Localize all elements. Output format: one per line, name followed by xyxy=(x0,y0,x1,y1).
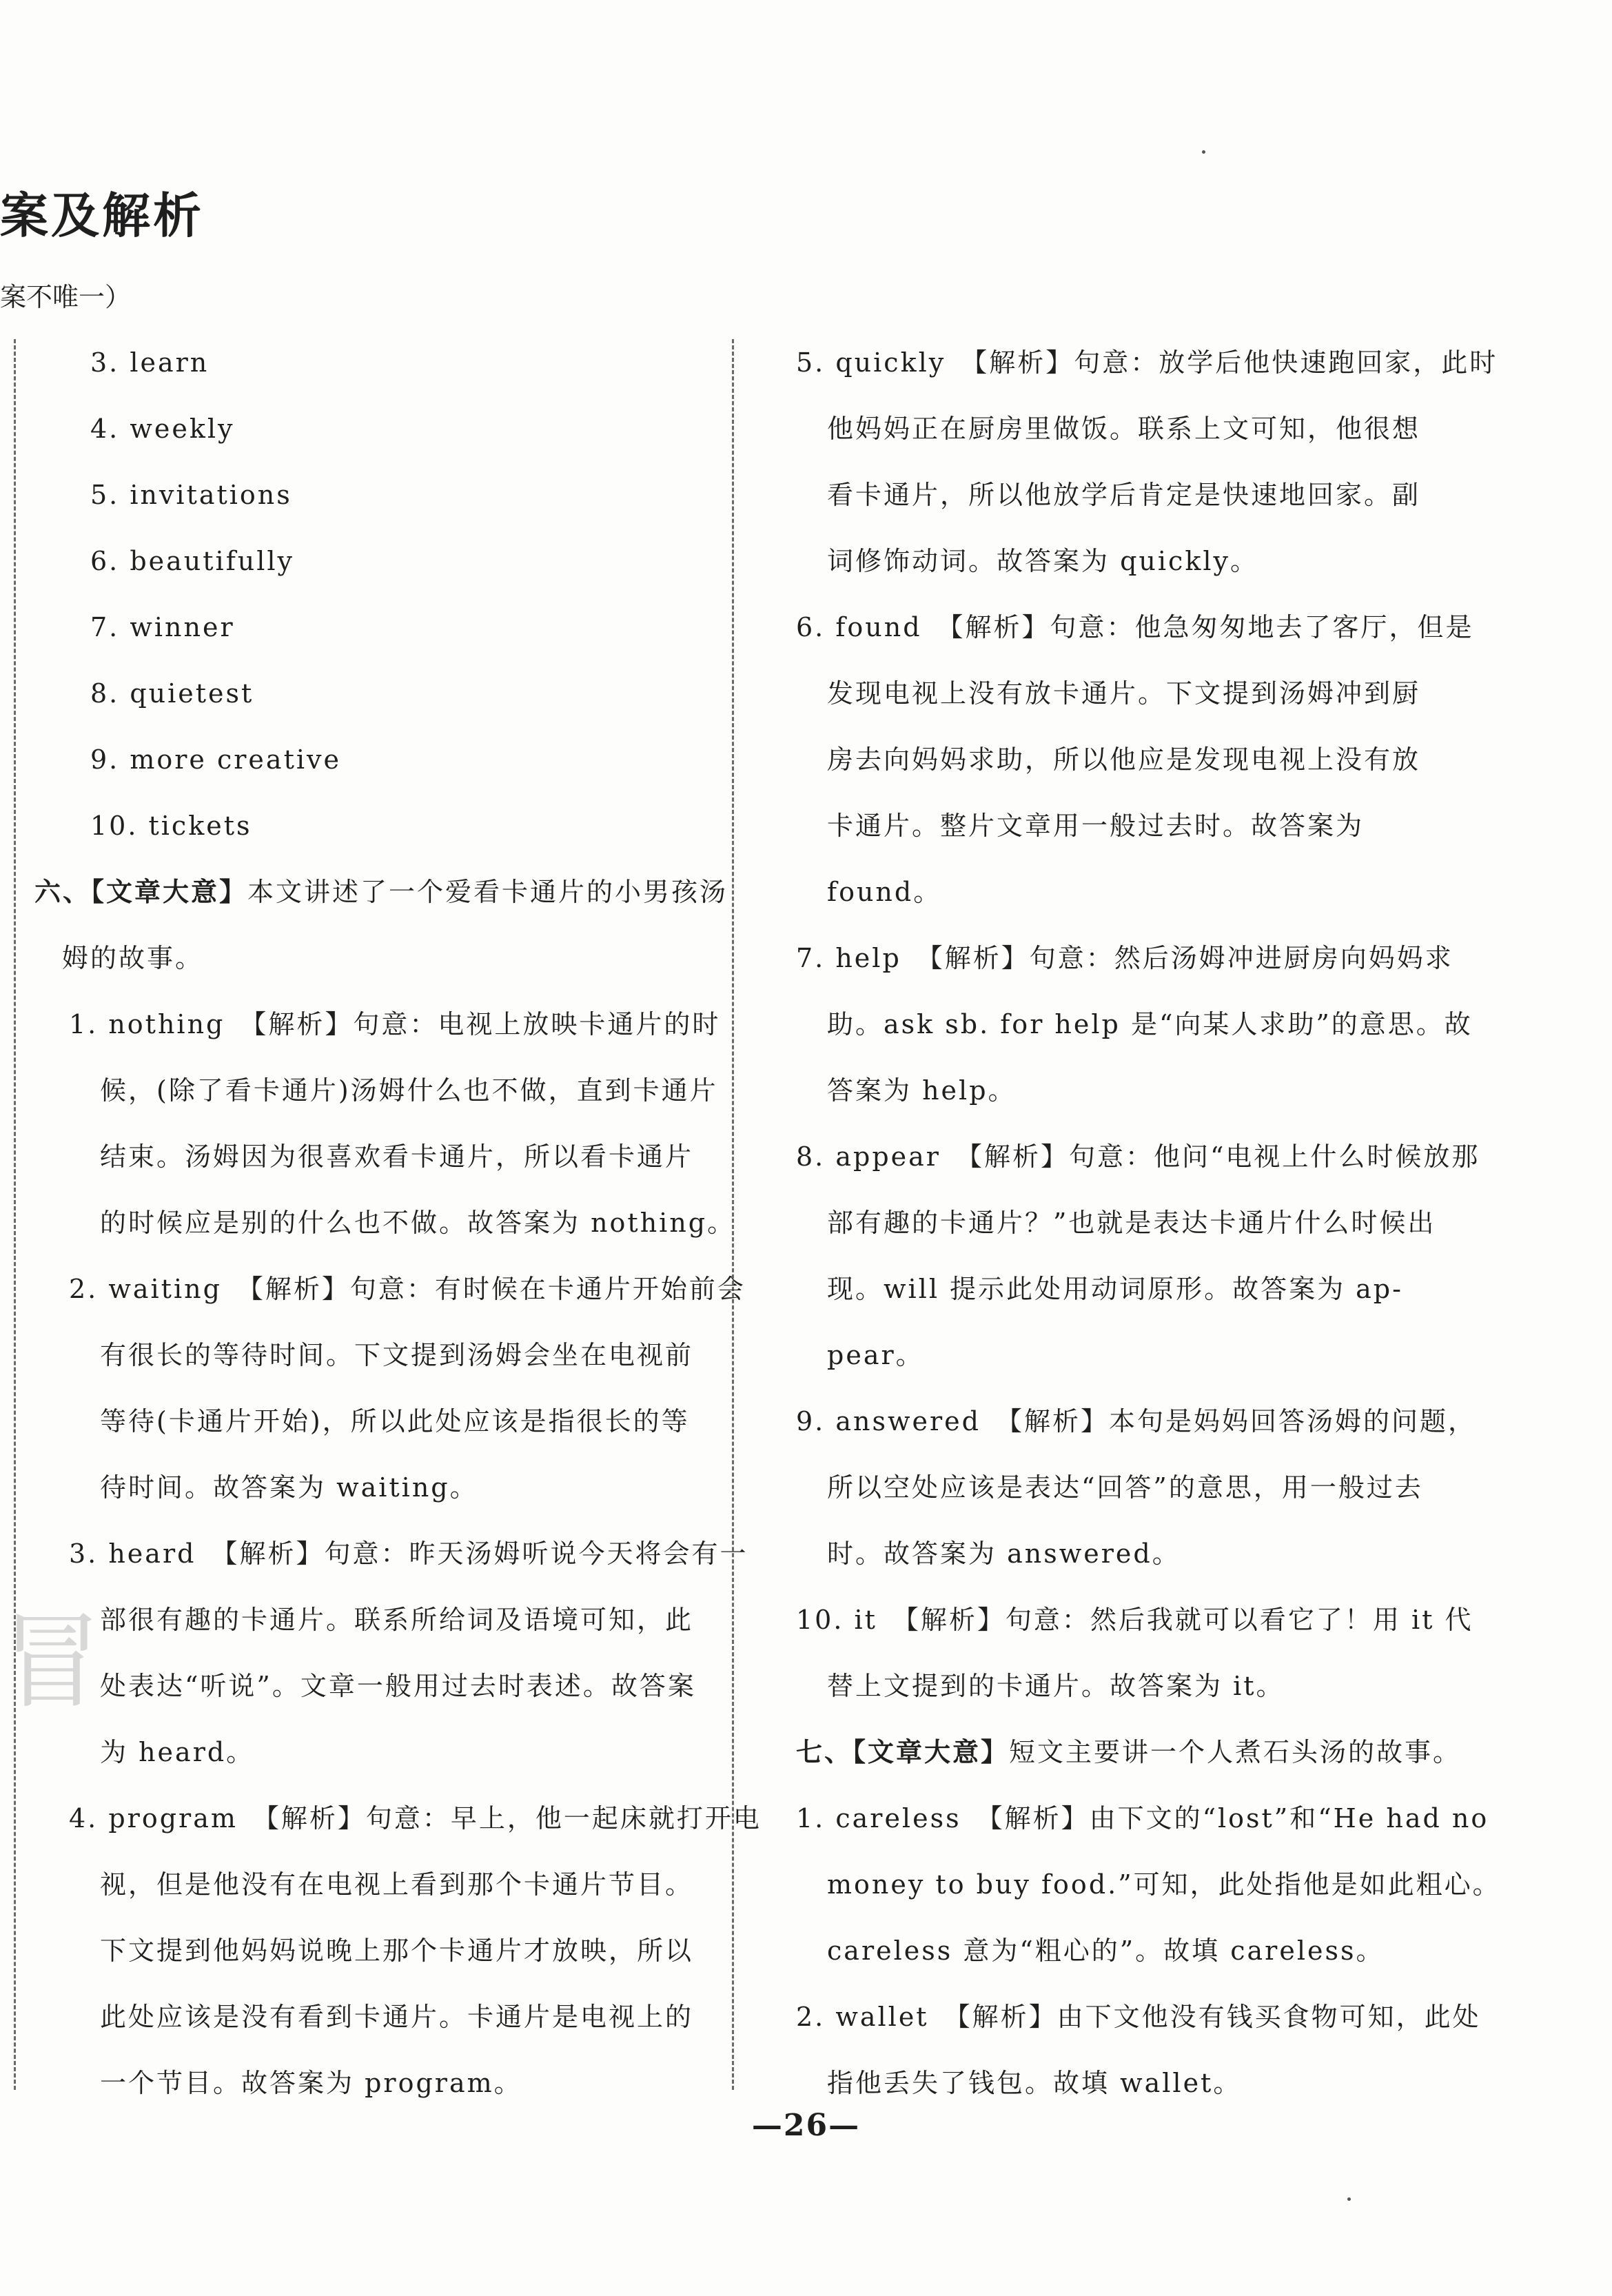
answer-line xyxy=(34,793,731,859)
answer-text: 现。will 提示此处用动词原形。故答案为 ap- xyxy=(827,1274,1403,1304)
answer-line xyxy=(796,793,1492,859)
answer-line xyxy=(796,528,1492,594)
answer-text: 4. program 【解析】句意：早上，他一起床就打开电 xyxy=(69,1803,762,1833)
answer-text: 为 heard。 xyxy=(100,1737,255,1767)
answer-text: 8. quietest xyxy=(62,678,254,709)
answer-line xyxy=(796,660,1492,727)
answer-text: 所以空处应该是表达“回答”的意思，用一般过去 xyxy=(827,1472,1423,1503)
answer-line xyxy=(34,594,731,660)
scan-speck xyxy=(1347,2197,1351,2201)
answer-line xyxy=(796,859,1492,925)
answer-text: 7. winner xyxy=(62,612,235,642)
answer-text: 等待(卡通片开始)，所以此处应该是指很长的等 xyxy=(100,1406,690,1436)
answer-text: 替上文提到的卡通片。故答案为 it。 xyxy=(827,1671,1285,1701)
section-label: 六、【文章大意】 xyxy=(34,876,248,907)
answer-line xyxy=(796,396,1492,462)
answer-text: 处表达“听说”。文章一般用过去时表述。故答案 xyxy=(100,1671,696,1701)
answer-text: 部很有趣的卡通片。联系所给词及语境可知，此 xyxy=(100,1605,694,1635)
answer-line xyxy=(796,1124,1492,1190)
answer-text: 2. waiting 【解析】句意：有时候在卡通片开始前会 xyxy=(69,1274,746,1304)
answer-text: 10. tickets xyxy=(62,811,252,841)
answer-line xyxy=(796,1785,1492,1851)
answer-line xyxy=(34,396,731,462)
answer-line xyxy=(34,991,731,1057)
answer-text: 4. weekly xyxy=(62,414,235,444)
answer-text: found。 xyxy=(827,877,942,907)
answer-text: 他妈妈正在厨房里做饭。联系上文可知，他很想 xyxy=(827,414,1421,444)
page-number: —26— xyxy=(751,2108,861,2143)
answer-line xyxy=(34,1388,731,1454)
answer-line xyxy=(796,2050,1492,2116)
answer-line xyxy=(34,1256,746,1322)
answer-line xyxy=(34,859,731,925)
answer-line xyxy=(34,925,731,991)
answer-line xyxy=(34,1190,736,1256)
answer-text: 7. help 【解析】句意：然后汤姆冲进厨房向妈妈求 xyxy=(796,943,1453,973)
right-column xyxy=(796,329,1501,2116)
answer-text: 1. nothing 【解析】句意：电视上放映卡通片的时 xyxy=(69,1009,721,1039)
answer-text: 5. quickly 【解析】句意：放学后他快速跑回家，此时 xyxy=(796,347,1498,378)
answer-line xyxy=(34,1322,731,1388)
answer-line xyxy=(34,1521,748,1587)
answer-line xyxy=(796,462,1492,528)
answer-text: 结束。汤姆因为很喜欢看卡通片，所以看卡通片 xyxy=(100,1141,694,1172)
answer-text: pear。 xyxy=(827,1340,924,1370)
answer-text: 部有趣的卡通片？”也就是表达卡通片什么时候出 xyxy=(827,1208,1436,1238)
scan-speck xyxy=(1202,150,1205,154)
answer-line xyxy=(34,329,731,396)
answer-line xyxy=(34,1057,731,1124)
answer-text: 6. beautifully xyxy=(62,546,295,576)
answer-text: 5. invitations xyxy=(62,480,292,510)
answer-text: 6. found 【解析】句意：他急匆匆地去了客厅，但是 xyxy=(796,612,1474,642)
answer-line xyxy=(34,1124,731,1190)
answer-text: 候，(除了看卡通片)汤姆什么也不做，直到卡通片 xyxy=(100,1075,718,1106)
answer-text: 2. wallet 【解析】由下文他没有钱买食物可知，此处 xyxy=(796,2002,1481,2032)
answer-text: 一个节目。故答案为 program。 xyxy=(100,2068,522,2098)
answer-text: 8. appear 【解析】句意：他问“电视上什么时候放那 xyxy=(796,1141,1480,1172)
answer-line xyxy=(796,925,1492,991)
watermark xyxy=(0,1606,179,2075)
answer-text: 9. answered 【解析】本句是妈妈回答汤姆的问题， xyxy=(796,1406,1476,1436)
answer-text: 9. more creative xyxy=(62,744,341,775)
answer-text: 1. careless 【解析】由下文的“lost”和“He had no xyxy=(796,1803,1489,1833)
page-title: 案及解析 xyxy=(0,187,204,244)
answer-text: careless 意为“粗心的”。故填 careless。 xyxy=(827,1936,1385,1966)
answer-line xyxy=(796,1984,1492,2050)
answer-line xyxy=(796,1256,1492,1322)
answer-line xyxy=(796,1057,1492,1124)
answer-line xyxy=(34,1454,731,1521)
answer-text: 有很长的等待时间。下文提到汤姆会坐在电视前 xyxy=(100,1340,694,1370)
answer-text: 10. it 【解析】句意：然后我就可以看它了！用 it 代 xyxy=(796,1605,1473,1635)
answer-line xyxy=(796,594,1492,660)
answer-line xyxy=(796,329,1498,396)
answer-text: 的时候应是别的什么也不做。故答案为 nothing。 xyxy=(100,1208,736,1238)
answer-line xyxy=(796,1918,1492,1984)
section-label: 七、【文章大意】 xyxy=(796,1736,1010,1767)
answer-text: 此处应该是没有看到卡通片。卡通片是电视上的 xyxy=(100,2002,694,2032)
answer-text: 短文主要讲一个人煮石头汤的故事。 xyxy=(1009,1737,1462,1767)
answer-text: 视，但是他没有在电视上看到那个卡通片节目。 xyxy=(100,1869,694,1900)
answer-text: 卡通片。整片文章用一般过去时。故答案为 xyxy=(827,811,1365,841)
answer-text: 下文提到他妈妈说晚上那个卡通片才放映，所以 xyxy=(100,1936,694,1966)
answer-text: 发现电视上没有放卡通片。下文提到汤姆冲到厨 xyxy=(827,678,1421,709)
answer-text: 指他丢失了钱包。故填 wallet。 xyxy=(827,2068,1242,2098)
answer-line xyxy=(796,991,1492,1057)
answer-line xyxy=(796,1653,1492,1719)
answer-text: 房去向妈妈求助，所以他应是发现电视上没有放 xyxy=(827,744,1421,775)
answer-text: 3. learn xyxy=(62,347,210,378)
answer-text: 助。ask sb. for help 是“向某人求助”的意思。故 xyxy=(827,1009,1473,1039)
answer-line xyxy=(796,1190,1492,1256)
answer-text: 答案为 help。 xyxy=(827,1075,1017,1106)
answer-line xyxy=(796,1388,1492,1454)
answer-line xyxy=(796,1719,1492,1785)
answer-text: 看卡通片，所以他放学后肯定是快速地回家。副 xyxy=(827,480,1421,510)
page-subtitle: 案不唯一） xyxy=(0,282,132,312)
answer-line xyxy=(796,1322,1492,1388)
answer-line xyxy=(796,1521,1492,1587)
answer-text: 本文讲述了一个爱看卡通片的小男孩汤 xyxy=(247,877,728,907)
answer-line xyxy=(34,660,731,727)
watermark-mark: 冒 xyxy=(0,1606,104,1723)
answer-line xyxy=(34,727,731,793)
answer-line xyxy=(796,727,1492,793)
answer-line xyxy=(34,462,731,528)
answer-line xyxy=(34,528,731,594)
answer-text: money to buy food.”可知，此处指他是如此粗心。 xyxy=(827,1869,1501,1900)
answer-text: 时。故答案为 answered。 xyxy=(827,1538,1181,1569)
answer-line xyxy=(796,1587,1492,1653)
answer-text: 词修饰动词。故答案为 quickly。 xyxy=(827,546,1258,576)
answer-text: 3. heard 【解析】句意：昨天汤姆听说今天将会有一 xyxy=(69,1538,748,1569)
answer-line xyxy=(796,1851,1501,1918)
answer-text: 待时间。故答案为 waiting。 xyxy=(100,1472,478,1503)
answer-line xyxy=(796,1454,1492,1521)
answer-text: 姆的故事。 xyxy=(62,943,204,973)
